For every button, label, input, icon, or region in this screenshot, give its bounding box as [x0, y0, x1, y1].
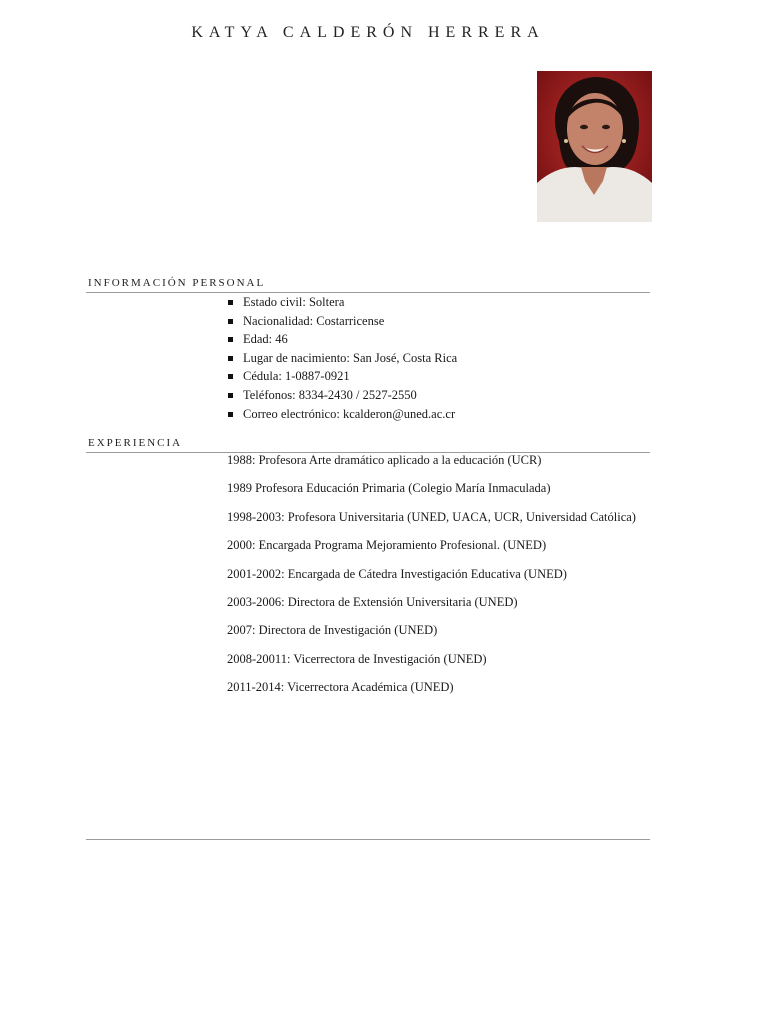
- list-item: 2008-20011: Vicerrectora de Investigación (UNED): [227, 651, 487, 666]
- list-item: 1989 Profesora Educación Primaria (Colegio María Inmaculada): [227, 481, 551, 496]
- list-item: Cédula: 1-0887-0921: [227, 367, 457, 386]
- list-item: 1998-2003: Profesora Universitaria (UNED, UACA, UCR, Universidad Católica): [227, 509, 636, 524]
- list-item: 2011-2014: Vicerrectora Académica (UNED): [227, 680, 454, 695]
- list-item: 2007: Directora de Investigación (UNED): [227, 623, 438, 638]
- list-item: Teléfonos: 8334-2430 / 2527-2550: [227, 386, 457, 405]
- section-title-personal: INFORMACIÓN PERSONAL: [88, 277, 266, 289]
- list-item: 2003-2006: Directora de Extensión Universitaria (UNED): [227, 594, 518, 609]
- experience-list: [227, 453, 648, 709]
- list-item: Nacionalidad: Costarricense: [227, 312, 457, 331]
- list-item: 2000: Encargada Programa Mejoramiento Profesional. (UNED): [227, 538, 547, 553]
- footer-divider: [86, 839, 650, 840]
- list-item: Lugar de nacimiento: San José, Costa Rica: [227, 349, 457, 368]
- personal-info-list: [227, 293, 457, 423]
- profile-photo: [537, 71, 652, 222]
- list-item: Edad: 46: [227, 330, 457, 349]
- page-title: KATYA CALDERÓN HERRERA: [191, 24, 545, 41]
- section-title-experience: EXPERIENCIA: [88, 437, 183, 449]
- list-item: Correo electrónico: kcalderon@uned.ac.cr: [227, 405, 457, 424]
- list-item: 2001-2002: Encargada de Cátedra Investigación Educativa (UNED): [227, 566, 567, 581]
- list-item: Estado civil: Soltera: [227, 293, 457, 312]
- list-item: 1988: Profesora Arte dramático aplicado a la educación (UCR): [227, 453, 542, 467]
